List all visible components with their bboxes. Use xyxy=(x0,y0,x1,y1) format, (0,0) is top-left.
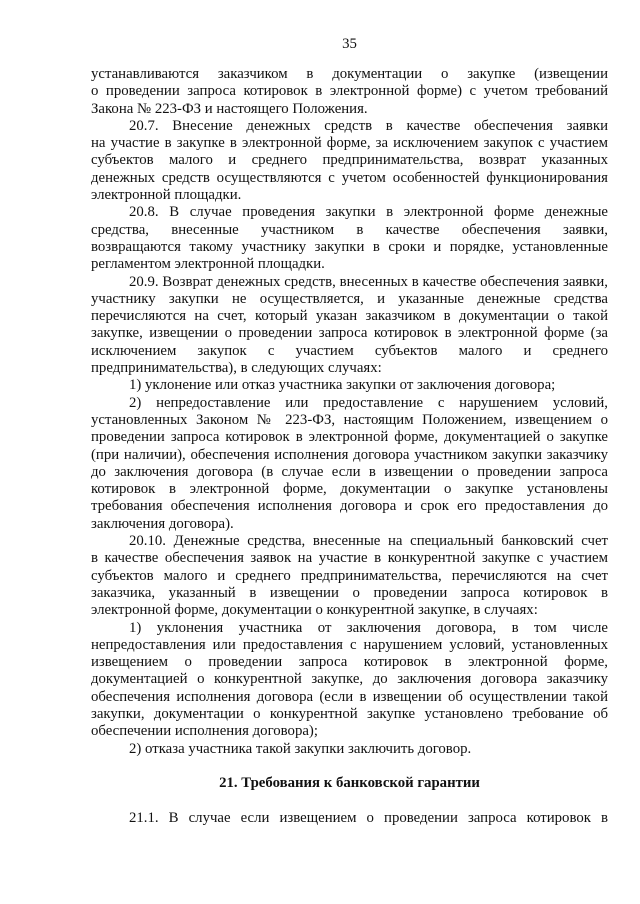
text-line: (при наличии), обеспечения исполнения договора участником закупки заказчику xyxy=(91,446,608,463)
text-line: документацией о конкурентной закупке, до заключения договора заказчику xyxy=(91,671,608,688)
list-item-20-9-1 xyxy=(91,377,608,394)
text-line: электронной площадки. xyxy=(91,187,242,204)
text-line: заказчика, указанный в извещении о проведении запроса котировок в xyxy=(91,584,608,601)
list-item-20-10-2 xyxy=(91,741,608,758)
text-line: закупке, извещении о проведении запроса котировок в электронной форме (за xyxy=(91,325,608,342)
paragraph-20-10 xyxy=(91,533,608,619)
paragraph-20-9 xyxy=(91,274,608,378)
text-line: 20.9. Возврат денежных средств, внесенных в качестве обеспечения заявки, xyxy=(129,273,608,290)
list-item-20-9-2 xyxy=(91,395,608,533)
text-line: 2) отказа участника такой закупки заключить договор. xyxy=(129,740,472,757)
text-line: участнику закупки не осуществляется, и указанные денежные средства xyxy=(91,290,608,307)
section-heading: 21. Требования к банковской гарантии xyxy=(219,775,480,792)
text-line: в качестве обеспечения заявок на участие в конкурентной закупке с участием xyxy=(91,550,608,567)
paragraph-20-8 xyxy=(91,204,608,273)
text-line: до заключения договора (в случае если в извещении о проведении запроса xyxy=(91,463,608,480)
text-line: закупки, документации о конкурентной закупке установлено требование об xyxy=(91,705,608,722)
text-line: 20.8. В случае проведения закупки в электронной форме денежные xyxy=(129,204,608,221)
paragraph-20-7 xyxy=(91,118,608,204)
text-line: извещением о проведении запроса котировок в электронной форме, xyxy=(91,654,608,671)
text-line: непредоставления или предоставления с нарушением условий, установленных xyxy=(91,636,608,653)
text-line: денежных средств осуществляются с учетом особенностей функционирования xyxy=(91,169,608,186)
text-line: предпринимательства), в следующих случаях: xyxy=(91,360,382,377)
text-line: электронной форме, документации о конкурентной закупке, в случаях: xyxy=(91,602,538,619)
text-line: установленных Законом № 223-ФЗ, настоящим Положением, извещением о xyxy=(91,411,608,428)
text-line: регламентом электронной площадки. xyxy=(91,256,325,273)
list-item-20-10-1 xyxy=(91,620,608,741)
text-line: субъектов малого и среднего предпринимательства, возврат указанных xyxy=(91,152,608,169)
text-line: 1) уклонение или отказ участника закупки от заключения договора; xyxy=(129,377,556,394)
text-line: субъектов малого и среднего предпринимательства, перечисляются на счет xyxy=(91,567,608,584)
paragraph-21-1 xyxy=(91,810,608,827)
text-line: котировок в электронной форме, документации о закупке установлены xyxy=(91,481,608,498)
text-line: средства, внесенные участником в качестве обеспечения заявки, xyxy=(91,221,608,238)
text-line: перечисляются на счет, который указан заказчиком в документации о такой xyxy=(91,308,608,325)
text-line: проведении запроса котировок в электронной форме, документацией о закупке xyxy=(91,429,608,446)
text-line: о проведении запроса котировок в электронной форме) с учетом требований xyxy=(91,83,608,100)
document-body xyxy=(91,66,608,827)
text-line: Закона № 223-ФЗ и настоящего Положения. xyxy=(91,100,368,117)
text-line: 21.1. В случае если извещением о проведении запроса котировок в xyxy=(129,809,608,826)
text-line: устанавливаются заказчиком в документации о закупке (извещении xyxy=(91,66,608,82)
text-line: 20.10. Денежные средства, внесенные на специальный банковский счет xyxy=(129,533,608,550)
text-line: 20.7. Внесение денежных средств в качестве обеспечения заявки xyxy=(129,117,608,134)
text-line: на участие в закупке в электронной форме, за исключением закупок с участием xyxy=(91,135,608,152)
text-line: требования обеспечения исполнения договора и срок его предоставления до xyxy=(91,498,608,515)
text-line: обеспечении исполнения договора); xyxy=(91,723,318,740)
paragraph-continuation xyxy=(91,66,608,118)
text-line: заключения договора). xyxy=(91,515,234,532)
text-line: 1) уклонения участника от заключения договора, в том числе xyxy=(129,619,608,636)
text-line: обеспечения исполнения договора (если в извещении об осуществлении такой xyxy=(91,688,608,705)
page-number: 35 xyxy=(342,36,357,52)
text-line: возвращаются такому участнику закупки в сроки и порядке, установленные xyxy=(91,238,608,255)
text-line: 2) непредоставление или предоставление с нарушением условий, xyxy=(129,394,608,411)
text-line: исключением закупок с участием субъектов малого и среднего xyxy=(91,342,608,359)
